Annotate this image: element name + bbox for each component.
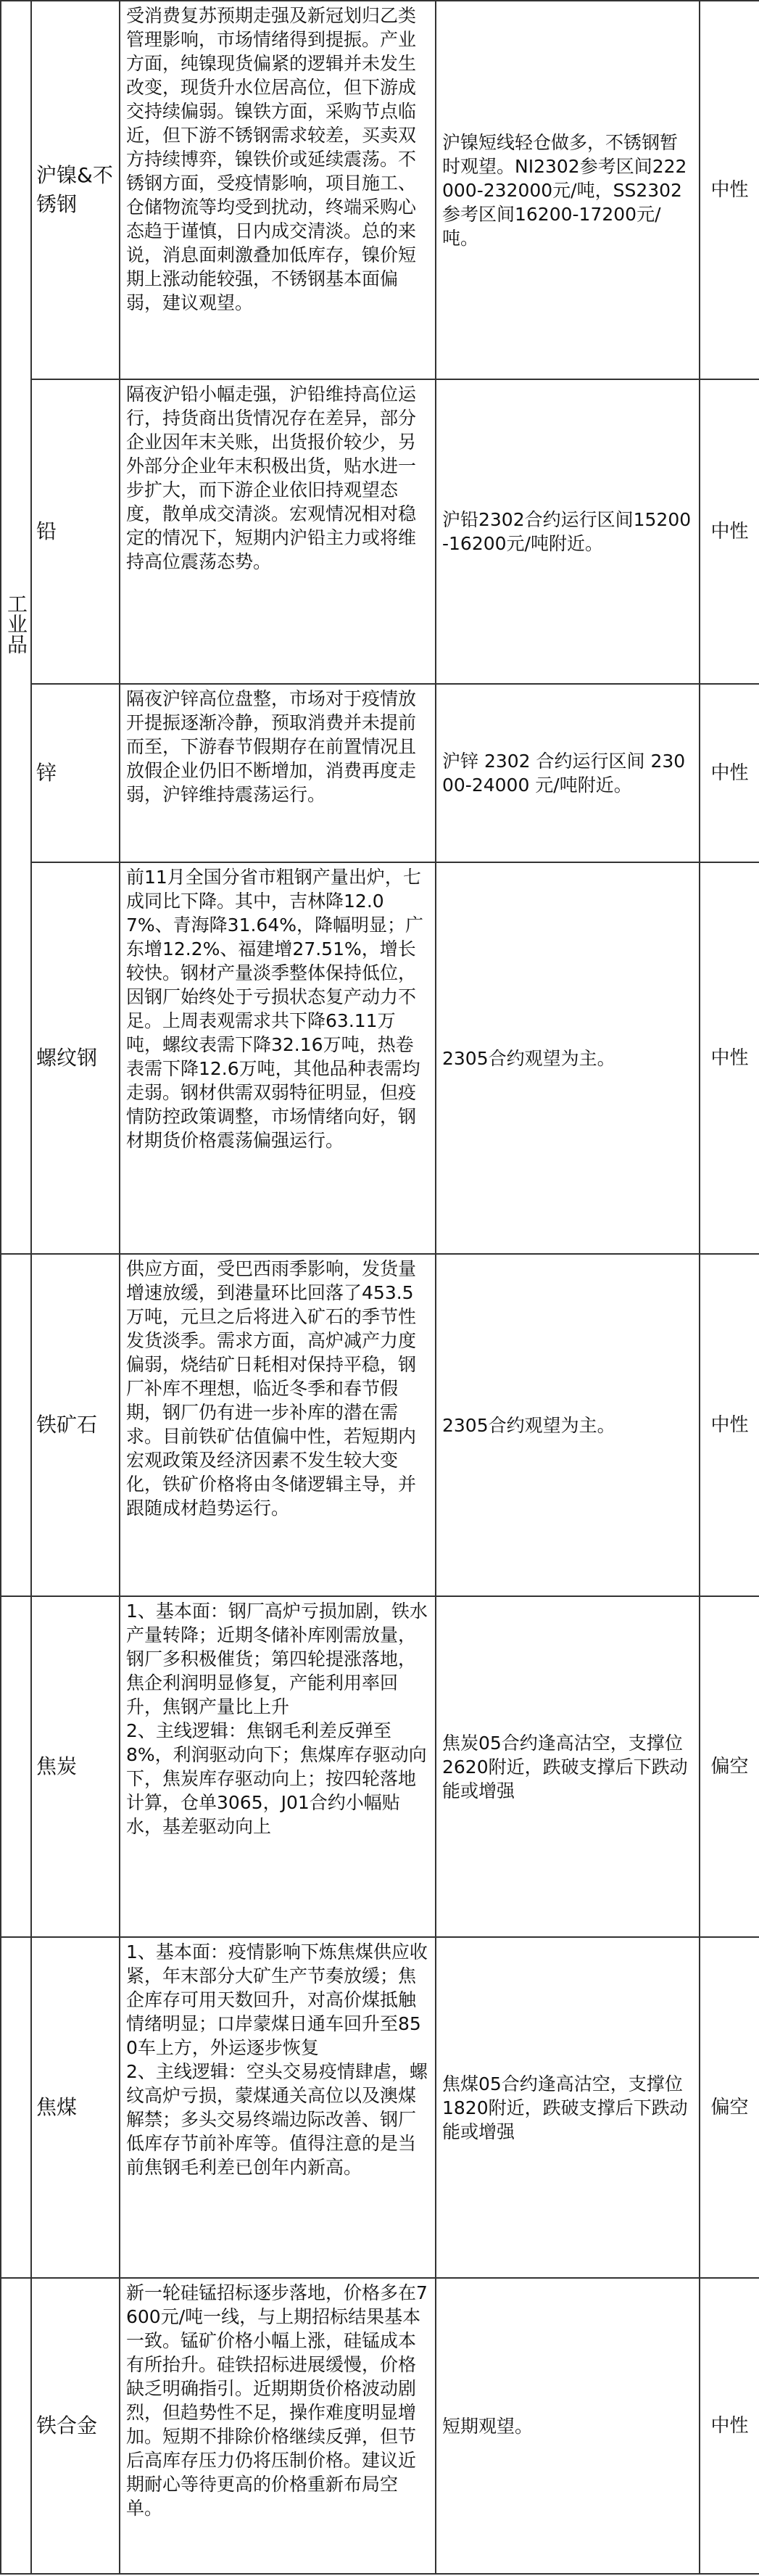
commodity-name: 铅 — [31, 379, 120, 684]
analysis-text: 前11月全国分省市粗钢产量出炉，七成同比下降。其中，吉林降12.07%、青海降31.64%，降幅明显；广东增12.2%、福建增27.51%，增长较快。钢材产量淡季整体保持低位，因钢厂始终处于亏损状态复产动力不足。上周表观需求共下降63.11万吨，螺纹表需下降32.16万吨，热卷表需下降12.6万吨，其他品种表需均走弱。钢材供需双弱特征明显，但疫情防控政策调整，市场情绪向好，钢材期货价格震荡偏强运行。 — [120, 862, 436, 1254]
table-row — [1, 379, 759, 684]
suggestion-text: 沪镍短线轻仓做多，不锈钢暂时观望。NI2302参考区间222000-232000元/吨，SS2302参考区间16200-17200元/吨。 — [436, 1, 700, 379]
table-row — [1, 1596, 759, 1937]
view-badge: 中性 — [700, 379, 759, 684]
suggestion-text: 2305合约观望为主。 — [436, 862, 700, 1254]
category-cell-empty — [1, 1254, 31, 1596]
view-badge: 中性 — [700, 862, 759, 1254]
view-badge: 中性 — [700, 684, 759, 862]
category-label: 工业品 — [4, 593, 28, 654]
analysis-text — [120, 1937, 436, 2278]
table-row — [1, 2278, 759, 2574]
analysis-text: 供应方面，受巴西雨季影响，发货量增速放缓，到港量环比回落了453.5万吨，元旦之后将进入矿石的季节性发货淡季。需求方面，高炉减产力度偏弱，烧结矿日耗相对保持平稳，钢厂补库不理想，临近冬季和春节假期，钢厂仍有进一步补库的潜在需求。目前铁矿估值偏中性，若短期内宏观政策及经济因素不发生较大变化，铁矿价格将由冬储逻辑主导，并跟随成材趋势运行。 — [120, 1254, 436, 1596]
suggestion-text: 沪铅2302合约运行区间15200-16200元/吨附近。 — [436, 379, 700, 684]
view-badge: 偏空 — [700, 1937, 759, 2278]
analysis-paragraph: 1、基本面：钢厂高炉亏损加剧，铁水产量转降；近期冬储补库刚需放量，钢厂多积极催货；第四轮提涨落地，焦企利润明显修复，产能利用率回升，焦钢产量比上升 — [126, 1601, 428, 1717]
view-badge: 中性 — [700, 2278, 759, 2574]
table-row — [1, 1937, 759, 2278]
commodity-name: 焦煤 — [31, 1937, 120, 2278]
suggestion-text: 焦炭05合约逢高沽空，支撑位2620附近，跌破支撑后下跌动能或增强 — [436, 1596, 700, 1937]
category-cell-empty — [1, 2278, 31, 2574]
view-badge: 偏空 — [700, 1596, 759, 1937]
analysis-text — [120, 1596, 436, 1937]
suggestion-text: 焦煤05合约逢高沽空，支撑位1820附近，跌破支撑后下跌动能或增强 — [436, 1937, 700, 2278]
commodity-name: 螺纹钢 — [31, 862, 120, 1254]
suggestion-text: 短期观望。 — [436, 2278, 700, 2574]
commodity-name: 铁合金 — [31, 2278, 120, 2574]
commodity-name: 焦炭 — [31, 1596, 120, 1937]
table-row — [1, 862, 759, 1254]
category-cell-empty — [1, 1596, 31, 1937]
commodity-name: 铁矿石 — [31, 1254, 120, 1596]
analysis-paragraph: 2、主线逻辑：空头交易疫情肆虐，螺纹高炉亏损，蒙煤通关高位以及澳煤解禁；多头交易终端边际改善、钢厂低库存节前补库等。值得注意的是当前焦钢毛利差已创年内新高。 — [126, 2061, 428, 2178]
analysis-paragraph: 2、主线逻辑：焦钢毛利差反弹至8%，利润驱动向下；焦煤库存驱动向下，焦炭库存驱动向上；按四轮落地计算，仓单3065，J01合约小幅贴水，基差驱动向上 — [126, 1720, 427, 1837]
suggestion-text: 沪锌 2302 合约运行区间 23000-24000 元/吨附近。 — [436, 684, 700, 862]
commodity-name: 沪镍&不锈钢 — [31, 1, 120, 379]
table-row — [1, 1254, 759, 1596]
analysis-text: 隔夜沪锌高位盘整，市场对于疫情放开提振逐渐冷静，预取消费并未提前而至，下游春节假期存在前置情况且放假企业仍旧不断增加，消费再度走弱，沪锌维持震荡运行。 — [120, 684, 436, 862]
analysis-text: 隔夜沪铅小幅走强，沪铅维持高位运行，持货商出货情况存在差异，部分企业因年末关账，出货报价较少，另外部分企业年末积极出货，贴水进一步扩大，而下游企业依旧持观望态度，散单成交清淡。宏观情况相对稳定的情况下，短期内沪铅主力或将维持高位震荡态势。 — [120, 379, 436, 684]
analysis-text: 新一轮硅锰招标逐步落地，价格多在7600元/吨一线，与上期招标结果基本一致。锰矿价格小幅上涨，硅锰成本有所抬升。硅铁招标进展缓慢，价格缺乏明确指引。近期期货价格波动剧烈，但趋势性不足，操作难度明显增加。短期不排除价格继续反弹，但节后高库存压力仍将压制价格。建议近期耐心等待更高的价格重新布局空单。 — [120, 2278, 436, 2574]
table-row — [1, 1, 759, 379]
view-badge: 中性 — [700, 1, 759, 379]
category-cell — [1, 1, 31, 1254]
table-row — [1, 684, 759, 862]
suggestion-text: 2305合约观望为主。 — [436, 1254, 700, 1596]
category-cell-empty — [1, 1937, 31, 2278]
commodity-name: 锌 — [31, 684, 120, 862]
analysis-text: 受消费复苏预期走强及新冠划归乙类管理影响，市场情绪得到提振。产业方面，纯镍现货偏紧的逻辑并未发生改变，现货升水位居高位，但下游成交持续偏弱。镍铁方面，采购节点临近，但下游不锈钢需求较差，买卖双方持续博弈，镍铁价或延续震荡。不锈钢方面，受疫情影响，项目施工、仓储物流等均受到扰动，终端采购心态趋于谨慎，日内成交清淡。总的来说，消息面刺激叠加低库存，镍价短期上涨动能较强，不锈钢基本面偏弱，建议观望。 — [120, 1, 436, 379]
view-badge: 中性 — [700, 1254, 759, 1596]
analysis-paragraph: 1、基本面：疫情影响下炼焦煤供应收紧，年末部分大矿生产节奏放缓；焦企库存可用天数回升，对高价煤抵触情绪明显；口岸蒙煤日通车回升至850车上方，外运逐步恢复 — [126, 1941, 428, 2058]
